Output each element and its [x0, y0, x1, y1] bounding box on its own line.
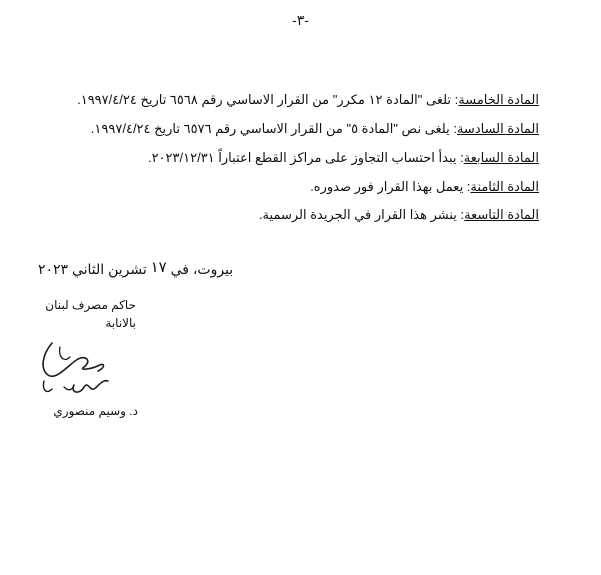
date-month-year: تشرين الثاني ٢٠٢٣ — [38, 261, 147, 277]
signer-title: حاكم مصرف لبنان — [45, 298, 136, 312]
date-line — [38, 258, 233, 278]
date-prefix: بيروت، في — [170, 261, 234, 277]
articles-list — [69, 90, 539, 233]
date-day: ١٧ — [150, 259, 167, 276]
signer-capacity: بالانابة — [105, 316, 136, 330]
article-text: : ينشر هذا القرار في الجريدة الرسمية. — [258, 207, 465, 222]
article-7 — [69, 148, 539, 177]
handwritten-signature — [34, 335, 114, 405]
article-label: المادة السابعة — [463, 150, 539, 165]
article-label: المادة الخامسة — [458, 92, 539, 107]
article-6 — [69, 119, 539, 148]
article-5 — [69, 90, 539, 119]
page-number: -٣- — [292, 12, 309, 28]
signer-block — [40, 297, 136, 331]
article-8 — [69, 177, 539, 205]
signer-name: د. وسيم منصوري — [53, 404, 138, 418]
article-label: المادة الثامنة — [470, 179, 539, 194]
article-text: : تلغى "المادة ١٢ مكرر" من القرار الاساسي رقم ٦٥٦٨ تاريخ ١٩٩٧/٤/٢٤. — [77, 92, 459, 107]
article-text: : يلغى نص "المادة ٥" من القرار الاساسي رقم ٦٥٧٦ تاريخ ١٩٩٧/٤/٢٤. — [90, 121, 457, 136]
article-text: : يبدأ احتساب التجاوز على مراكز القطع اعتباراً ٢٠٢٣/١٢/٣١. — [147, 150, 464, 165]
article-label: المادة التاسعة — [464, 207, 539, 222]
article-9 — [69, 205, 539, 233]
article-text: : يعمل بهذا القرار فور صدوره. — [310, 179, 471, 194]
article-label: المادة السادسة — [456, 121, 539, 136]
